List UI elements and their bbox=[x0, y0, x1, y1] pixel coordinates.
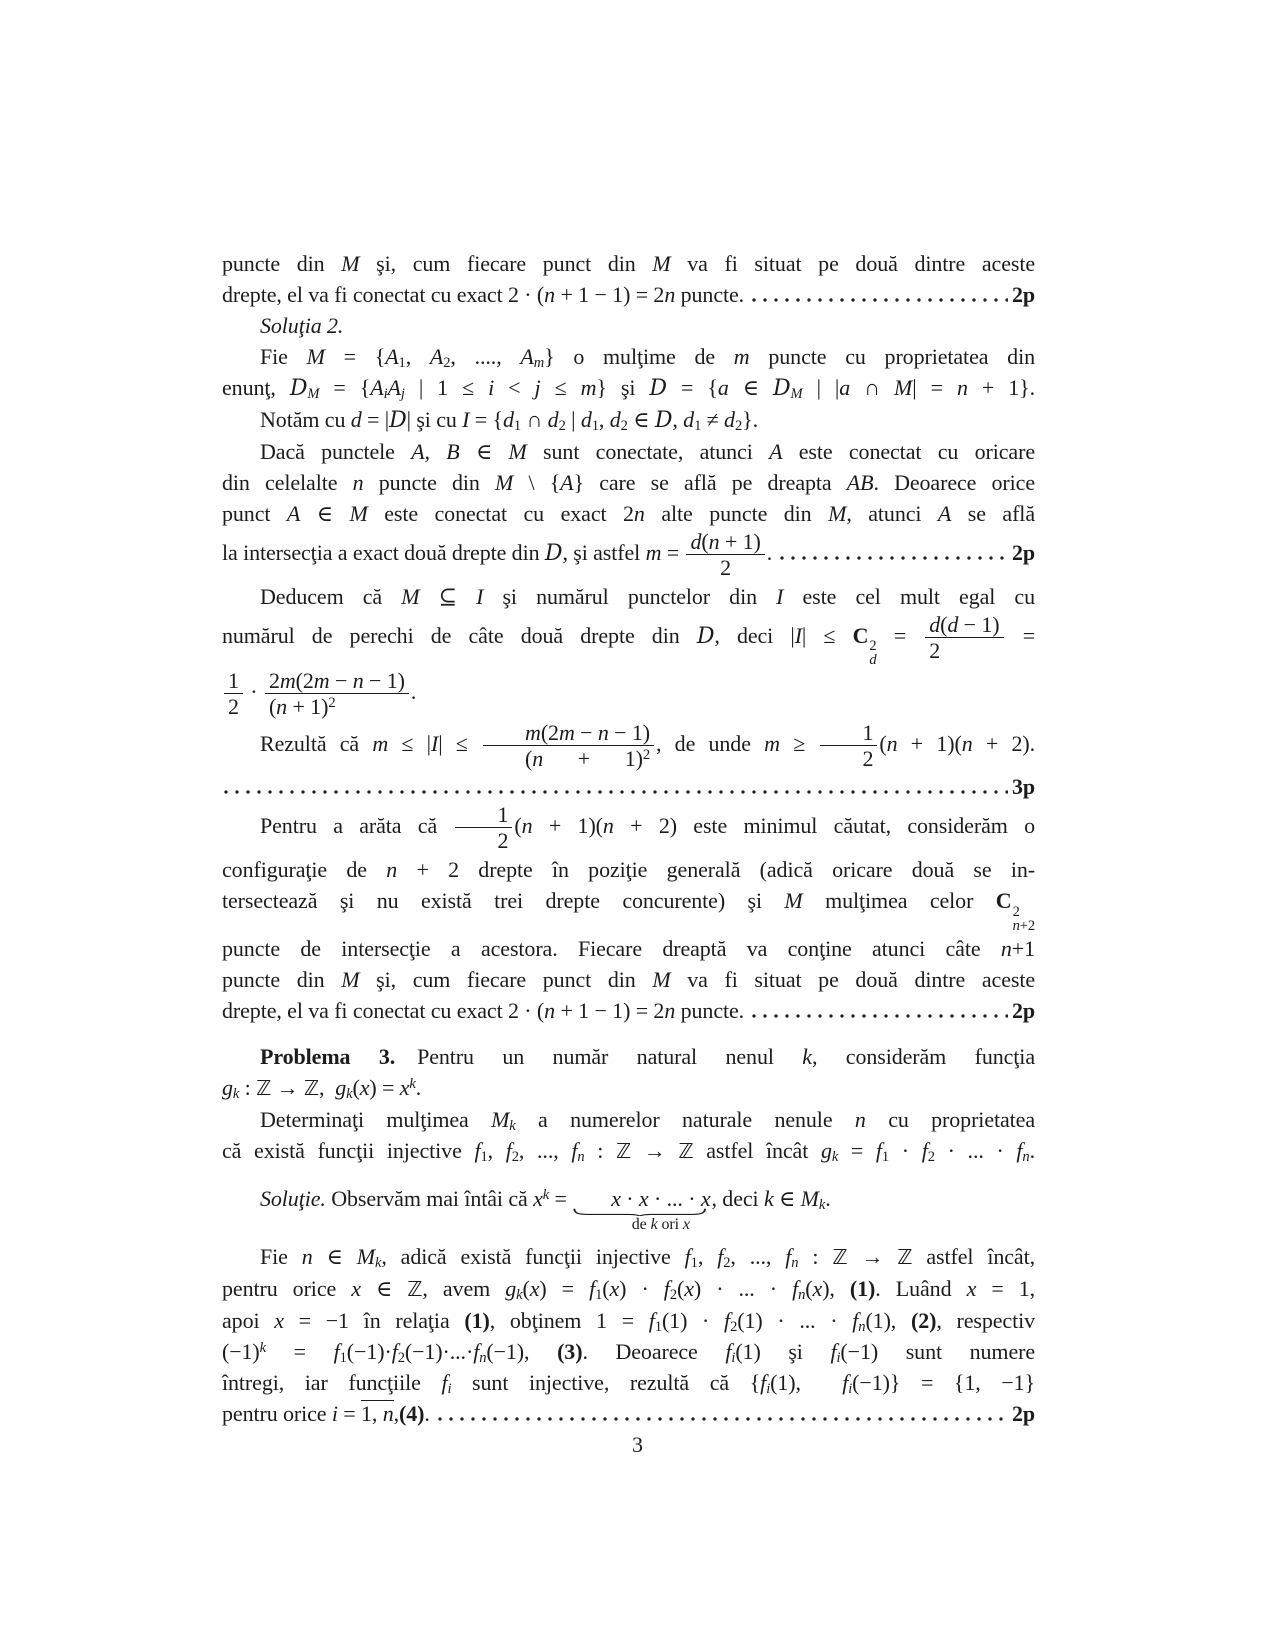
text-line: întregi, iar funcţiile $f_i$ sunt injective, rezultă că {$f_i(1)$, $f_i(-1)\} = \{1$, −1} bbox=[222, 1370, 1036, 1398]
document-body bbox=[222, 248, 1035, 1429]
text-line: pentru orice x ∈ ℤ, avem $g_k(x) = f_1(x) \cdot f_2(x)$ · ... · $f_n(x)$, (1). Luând x = 1, bbox=[222, 1276, 1036, 1304]
text-line: numărul de perechi de câte două drepte din D, deci |I| ≤ C 2 d = $\frac{d(d - 1)}{2}$ = bbox=[222, 611, 1036, 669]
text-line: puncte din M şi, cum fiecare punct din M va fi situat pe două dintre aceste bbox=[222, 967, 1036, 993]
text-line: $(-1)^k = f_1(-1)\cdot f_2(-1)\cdot...\cdot f_n(-1)$, (3). Deoarece $f_i(1)$ şi $f_i(-1)$ sunt numere bbox=[222, 1339, 1035, 1367]
text-line: că există funcţii injective $f_1$, $f_2$, ..., $f_n$ : ℤ → ℤ astfel încât $g_k = f_1 \cdot f_2$ · ... · $f_n$. bbox=[222, 1138, 1035, 1166]
page-number: 3 bbox=[632, 1432, 643, 1457]
score-line-text: la intersecţia a exact două drepte din D, şi astfel m = $\frac{d(n + 1)}{2}$ . bbox=[222, 529, 773, 581]
text-line: Fie $M = \{A_1$, $A_2$, ...., $A_m$} o mulţime de m puncte cu proprietatea din bbox=[260, 344, 1035, 372]
dotted-leader bbox=[438, 1417, 1008, 1421]
score-line-text: drepte, el va fi conectat cu exact 2 · (n + 1 − 1) = 2n puncte. bbox=[222, 282, 745, 307]
score-line bbox=[222, 771, 1035, 802]
text-line: puncte de intersecţie a acestora. Fiecare dreaptă va conţine atunci câte n+1 bbox=[222, 936, 1035, 962]
text-line: Deducem că M ⊆ I şi numărul punctelor din I este cel mult egal cu bbox=[260, 583, 1035, 609]
text-line: enunţ, $D_M = \{A_iA_j$ | 1 ≤ i < j ≤ m} şi D = {a ∈ $D_M$ | |a ∩ M| = n + 1}. bbox=[222, 375, 1035, 403]
text-line: Dacă punctele A, B ∈ M sunt conectate, atunci A este conectat cu oricare bbox=[260, 439, 1035, 464]
dotted-leader bbox=[752, 1014, 1008, 1018]
text-line: tersectează şi nu există trei drepte concurente) şi M mulţimea celor C 2 n+2 bbox=[222, 887, 1035, 934]
problem-3-heading: Problema 3. Pentru un număr natural nenul k, considerăm funcţia bbox=[260, 1044, 1035, 1070]
text-line: configuraţie de n + 2 drepte în poziţie generală (adică oricare două se in- bbox=[222, 856, 1035, 882]
text-line: din celelalte n puncte din M \ {A} care se află pe dreapta AB. Deoarece orice bbox=[222, 470, 1036, 495]
score-line bbox=[222, 279, 1035, 310]
score-line-text: pentru orice i = 1, n,(4). bbox=[222, 1401, 430, 1427]
points-badge: 3p bbox=[1011, 774, 1035, 800]
dotted-leader bbox=[752, 298, 1008, 302]
text-line: Determinaţi mulţimea $M_k$ a numerelor naturale nenule n cu proprietatea bbox=[260, 1107, 1036, 1135]
solution-label-line: Soluţie. Observăm mai întâi că $x^k = x \cdot x$ · ... · x de k ori x , deci k ∈ $M_k$. bbox=[260, 1186, 831, 1234]
text-line: apoi x = −1 în relaţia (1), obţinem $1 = f_1(1) \cdot f_2(1)$ · ... · $f_n(1)$, (2), respectiv bbox=[222, 1308, 1035, 1336]
score-line bbox=[222, 995, 1035, 1026]
text-line: Notăm cu d = |D| şi cu $I = \{d_1$ ∩ $d_2$ | $d_1$, $d_2$ ∈ D, $d_1 \ne d_2$}. bbox=[260, 407, 758, 435]
score-line bbox=[222, 529, 1035, 581]
dotted-leader bbox=[780, 556, 1008, 560]
text-line: Fie n ∈ $M_k$, adică există funcţii injective $f_1$, $f_2$, ..., $f_n$ : ℤ → ℤ astfel încât, bbox=[260, 1244, 1036, 1272]
points-badge: 2p bbox=[1011, 1401, 1035, 1427]
score-line bbox=[222, 1398, 1035, 1429]
text-line: Rezultă că m ≤ |I| ≤ $\frac{m(2m - n - 1)}{(n + 1)^2}$ , de unde m ≥ $\frac{1}{2}$ (n + 1)(n + 2). bbox=[260, 719, 1035, 771]
text-line: $\frac{1}{2}$ · $\frac{2m(2m - n - 1)}{(n + 1)^2}$ . bbox=[222, 668, 1035, 720]
points-badge: 2p bbox=[1011, 282, 1035, 307]
points-badge: 2p bbox=[1011, 998, 1035, 1024]
text-line: puncte din M şi, cum fiecare punct din M va fi situat pe două dintre aceste bbox=[222, 251, 1036, 276]
solution-2-label: Soluţia 2. bbox=[260, 313, 344, 338]
points-badge: 2p bbox=[1011, 539, 1035, 565]
dotted-leader bbox=[224, 790, 1008, 794]
text-line: punct A ∈ M este conectat cu exact 2n alte puncte din M, atunci A se află bbox=[222, 501, 1035, 526]
text-line: Pentru a arăta că $\frac{1}{2}$ (n + 1)(n + 2) este minimul căutat, considerăm o bbox=[260, 802, 1035, 854]
text-line: $g_k$ : ℤ → ℤ, $g_k(x) = x^k$. bbox=[222, 1075, 422, 1103]
score-line-text: drepte, el va fi conectat cu exact 2 · (n + 1 − 1) = 2n puncte. bbox=[222, 998, 745, 1024]
